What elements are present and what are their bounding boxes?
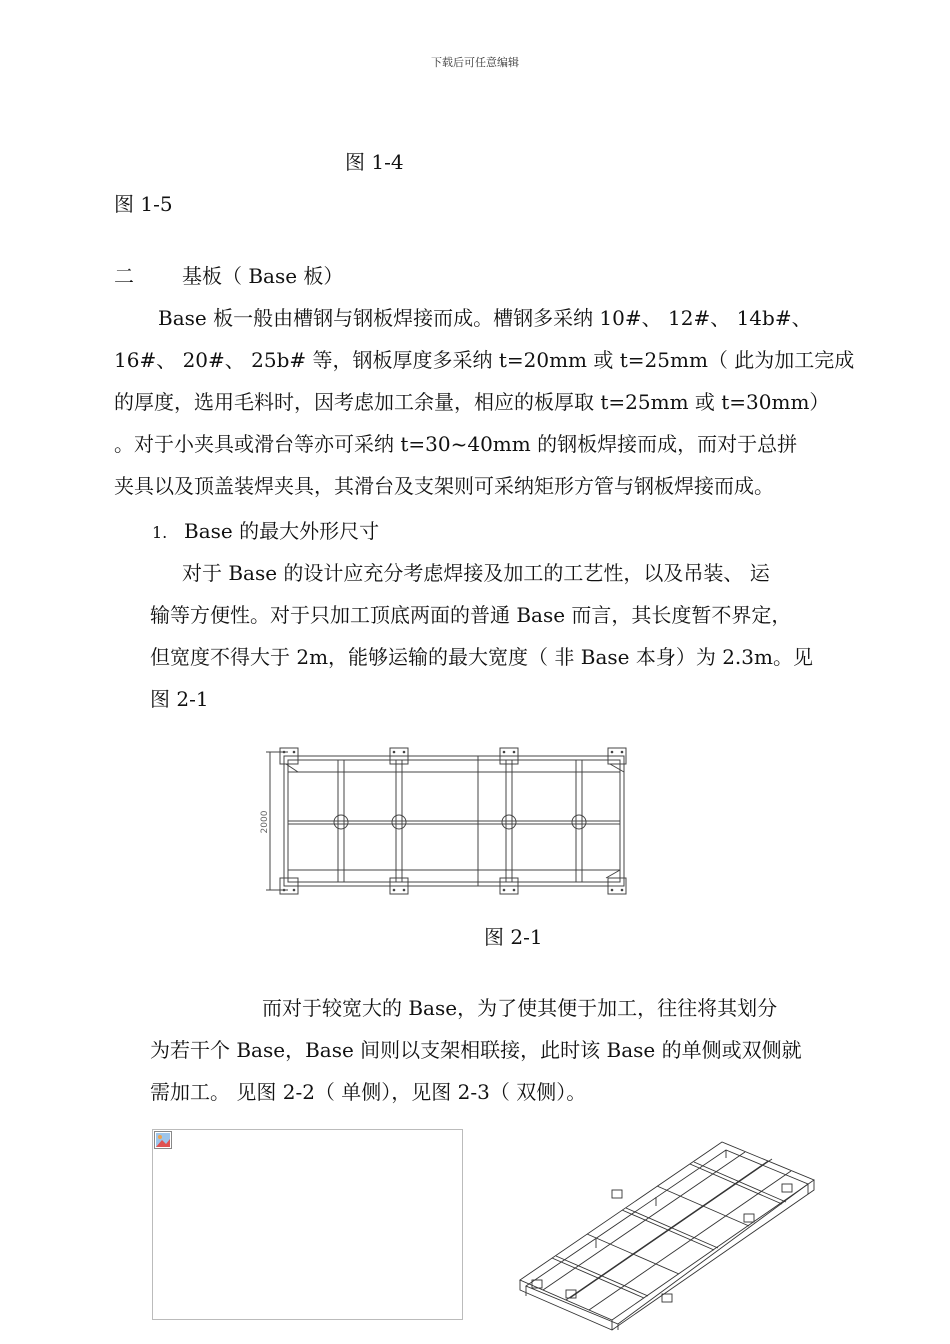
broken-image-icon	[154, 1131, 172, 1149]
paragraph-line: 输等方便性。对于只加工顶底两面的普通 Base 而言，其长度暂不界定，	[150, 603, 792, 627]
section-title: 基板（ Base 板）	[182, 264, 344, 288]
paragraph-line: 夹具以及顶盖装焊夹具，其滑台及支架则可采纳矩形方管与钢板焊接而成。	[114, 474, 774, 498]
isometric-base-frame	[512, 1130, 822, 1330]
paragraph-line: 为若干个 Base，Base 间则以支架相联接，此时该 Base 的单侧或双侧就	[150, 1038, 802, 1062]
paragraph-wide-base	[150, 987, 802, 1113]
paragraph-line: 图 2-1	[150, 687, 209, 711]
dimension-label: 2000	[260, 810, 270, 834]
base-plan-drawing	[258, 742, 638, 898]
paragraph-line: 而对于较宽大的 Base，为了使其便于加工，往往将其划分	[262, 996, 778, 1020]
paragraph-line: 的厚度，选用毛料时，因考虑加工余量，相应的板厚取 t=25mm 或 t=30mm）	[114, 390, 830, 414]
figure-2-2-image	[152, 1129, 463, 1320]
paragraph-base-plate	[114, 297, 854, 507]
paragraph-max-size	[150, 552, 813, 720]
subsection-number-text: 1.	[152, 523, 168, 542]
subsection-title: Base 的最大外形尺寸	[184, 519, 380, 543]
figure-caption-1-4: 图 1-4	[345, 150, 404, 174]
paragraph-line: 。对于小夹具或滑台等亦可采纳 t=30~40mm 的钢板焊接而成，而对于总拼	[114, 432, 798, 456]
figure-caption-2-1: 图 2-1	[484, 925, 543, 949]
paragraph-line: Base 板一般由槽钢与钢板焊接而成。槽钢多采纳 10#、 12#、 14b#、	[158, 306, 812, 330]
paragraph-line: 但宽度不得大于 2m，能够运输的最大宽度（ 非 Base 本身）为 2.3m。见	[150, 645, 813, 669]
paragraph-line: 对于 Base 的设计应充分考虑焊接及加工的工艺性，以及吊装、 运	[182, 561, 770, 585]
section-number: 二	[114, 264, 134, 288]
paragraph-line: 16#、 20#、 25b# 等，钢板厚度多采纳 t=20mm 或 t=25mm（ 此为加工完成	[114, 348, 855, 372]
page-header: 下载后可任意编辑	[431, 56, 519, 69]
paragraph-line: 需加工。 见图 2-2（ 单侧），见图 2-3（ 双侧）。	[150, 1080, 587, 1104]
figure-caption-1-5: 图 1-5	[114, 192, 173, 216]
subsection-number	[152, 510, 167, 554]
